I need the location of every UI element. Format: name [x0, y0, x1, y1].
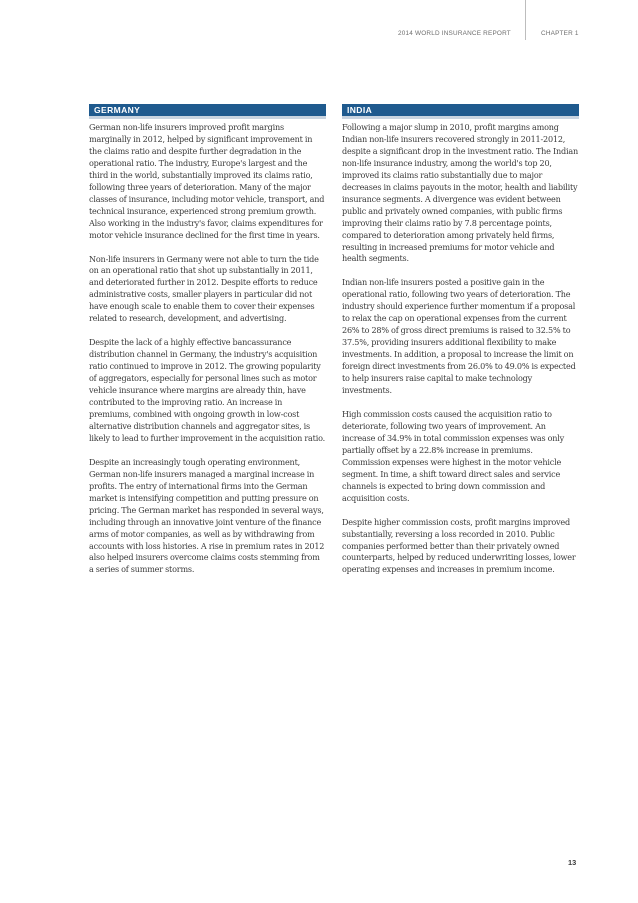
- india-paragraph: Following a major slump in 2010, profit margins among Indian non-life insurers recovered strongly in 2011-2012, despite a significant drop in the investment ratio. The Indian non-life insurance industry, among the world's top 20, improved its claims ratio substantially due to major decreases in claims payouts in the motor, health and liability insurance segments. A divergence was evident between public and privately owned companies, with public firms improving their claims ratio by 7.8 percentage points, compared to deterioration among privately held firms, resulting in increased premiums for motor vehicle and health segments.: [342, 122, 578, 264]
- report-title: 2014 WORLD INSURANCE REPORT: [398, 30, 511, 37]
- india-paragraph: Indian non-life insurers posted a positive gain in the operational ratio, following two years of deterioration. The industry should experience further momentum if a proposal to relax the cap on operational expenses from the current 26% to 28% of gross direct premiums is raised to 32.5% to 37.5%, providing insurers additional flexibility to make investments. In addition, a proposal to increase the limit on foreign direct investments from 26.0% to 49.0% is expected to help insurers raise capital to make technology investments.: [342, 277, 576, 396]
- germany-paragraph: Non-life insurers in Germany were not able to turn the tide on an operational ratio that shot up substantially in 2011, and deteriorated further in 2012. Despite efforts to reduce administrative costs, smaller players in particular did not have enough scale to enable them to cover their expenses related to research, development, and advertising.: [89, 253, 319, 324]
- germany-section: [89, 104, 326, 576]
- header-divider: [525, 0, 526, 40]
- chapter-label: CHAPTER 1: [541, 30, 579, 37]
- germany-paragraph: German non-life insurers improved profit margins marginally in 2012, helped by significant improvement in the claims ratio and despite further degradation in the operational ratio. The industry, Europe's largest and the third in the world, substantially improved its claims ratio, following three years of deterioration. Many of the major classes of insurance, including motor vehicle, transport, and technical insurance, experienced strong premium growth. Also working in the industry's favor, claims expenditures for motor vehicle insurance declined for the first time in years.: [89, 122, 325, 240]
- india-paragraph: Despite higher commission costs, profit margins improved substantially, reversing a loss recorded in 2010. Public companies performed better than their privately owned counterparts, helped by reduced underwriting losses, lower operating expenses and increases in premium income.: [342, 516, 576, 575]
- page-number: 13: [568, 858, 577, 867]
- india-paragraph: High commission costs caused the acquisition ratio to deteriorate, following two years of improvement. An increase of 34.9% in total commission expenses was only partially offset by a 22.8% increase in premiums. Commission expenses were highest in the motor vehicle segment. In time, a shift toward direct sales and service channels is expected to bring down commission and acquisition costs.: [342, 408, 565, 503]
- germany-heading: GERMANY: [89, 104, 326, 119]
- germany-paragraph: Despite the lack of a highly effective bancassurance distribution channel in Germany, the industry's acquisition ratio continued to improve in 2012. The growing popularity of aggregators, especially for personal lines such as motor vehicle insurance where margins are already thin, have contributed to the improving ratio. An increase in premiums, combined with ongoing growth in low-cost alternative distribution channels and aggregator sites, is likely to lead to further improvement in the acquisition ratio.: [89, 337, 326, 443]
- germany-body: [89, 122, 326, 576]
- germany-paragraph: Despite an increasingly tough operating environment, German non-life insurers managed a marginal increase in profits. The entry of international firms into the German market is intensifying competition and putting pressure on pricing. The German market has responded in several ways, including through an innovative joint venture of the finance arms of motor companies, as well as by withdrawing from accounts with loss histories. A rise in premium rates in 2012 also helped insurers overcome claims costs stemming from a series of summer storms.: [89, 456, 325, 575]
- india-body: [342, 122, 579, 576]
- india-heading: INDIA: [342, 104, 579, 119]
- india-section: [342, 104, 579, 576]
